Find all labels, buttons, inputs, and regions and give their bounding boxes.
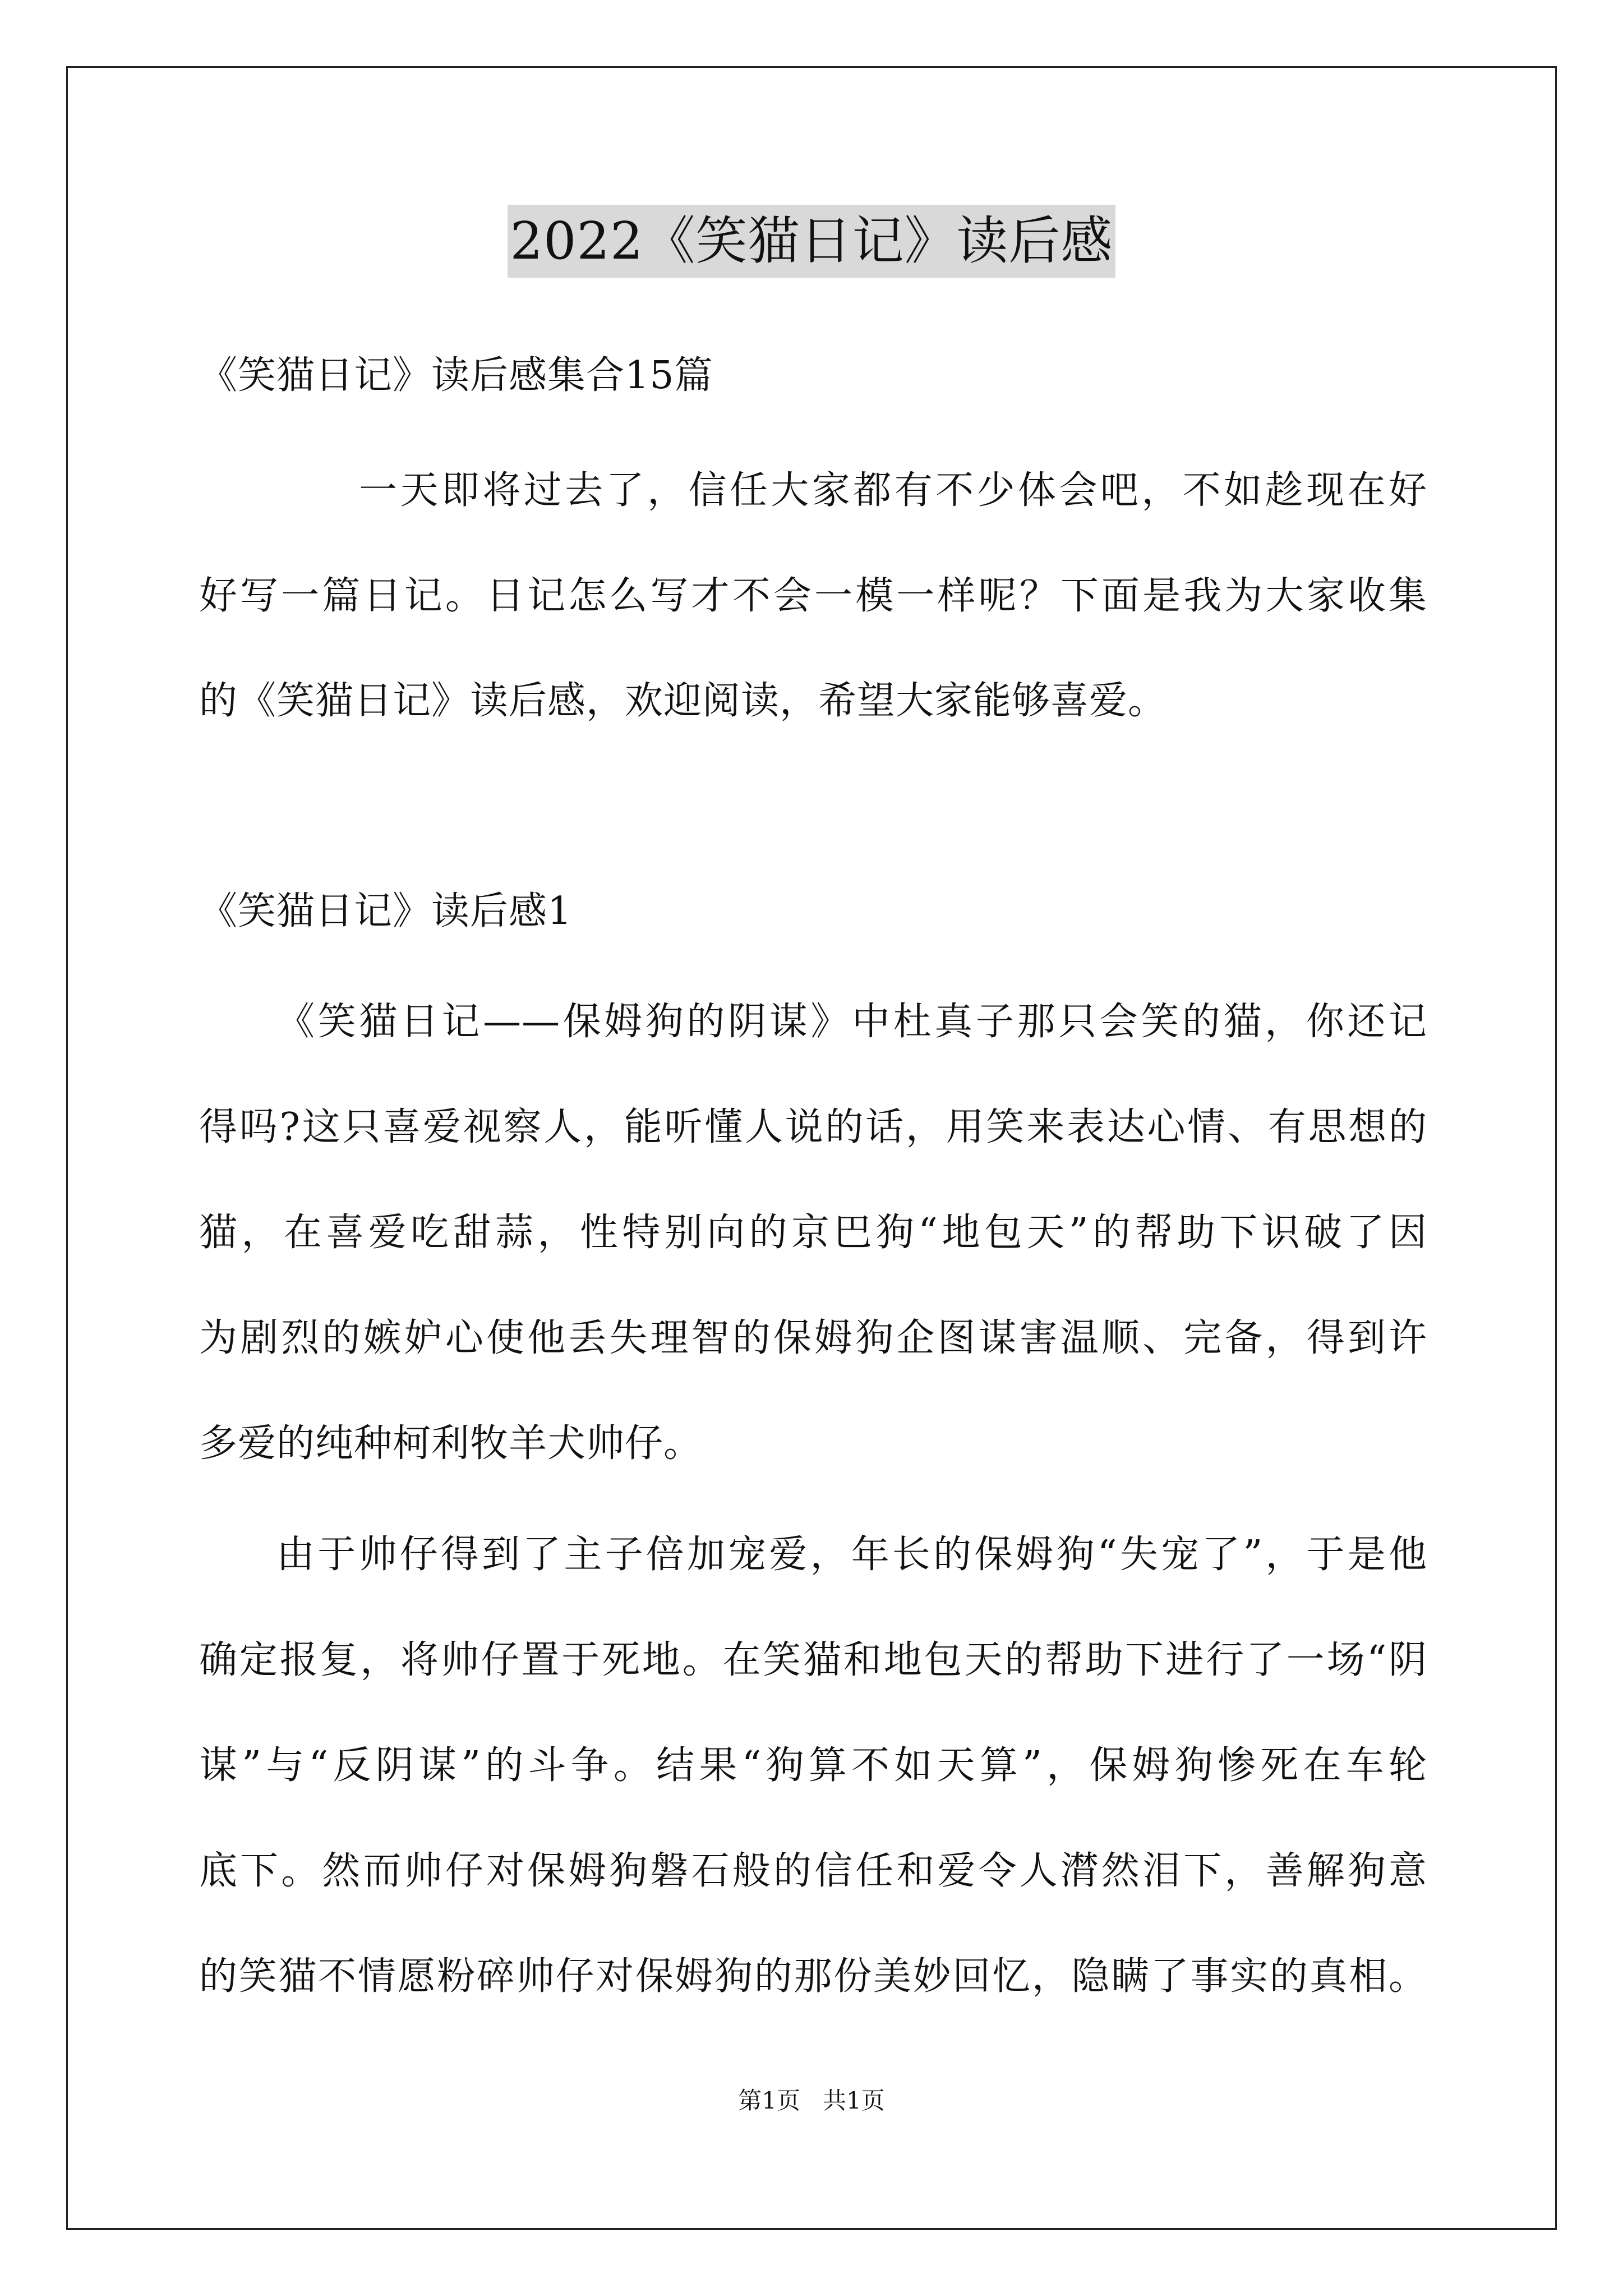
document-subtitle: 《笑猫日记》读后感集合15篇 (199, 353, 713, 398)
intro-line-3: 的《笑猫日记》读后感，欢迎阅读，希望大家能够喜爱。 (199, 679, 1167, 723)
paragraph2-line-3: 谋”与“反阴谋”的斗争。结果“狗算不如天算”，保姆狗惨死在车轮 (199, 1743, 1427, 1788)
intro-line-1: 一天即将过去了，信任大家都有不少体会吧，不如趁现在好 (359, 468, 1427, 513)
page-footer (0, 2084, 1623, 2118)
paragraph1-line-4: 为剧烈的嫉妒心使他丢失理智的保姆狗企图谋害温顺、完备，得到许 (199, 1316, 1427, 1360)
paragraph2-line-2: 确定报复，将帅仔置于死地。在笑猫和地包天的帮助下进行了一场“阴 (199, 1638, 1427, 1682)
paragraph2-line-5: 的笑猫不情愿粉碎帅仔对保姆狗的那份美妙回忆，隐瞒了事实的真相。 (199, 1954, 1427, 1999)
paragraph2-line-4: 底下。然而帅仔对保姆狗磐石般的信任和爱令人潸然泪下，善解狗意 (199, 1849, 1427, 1893)
paragraph1-line-3: 猫，在喜爱吃甜蒜，性特别向的京巴狗“地包天”的帮助下识破了因 (199, 1211, 1427, 1255)
document-title: 2022《笑猫日记》读后感 (508, 205, 1115, 278)
section-heading: 《笑猫日记》读后感1 (199, 889, 573, 933)
paragraph1-line-2: 得吗?这只喜爱视察人，能听懂人说的话，用笑来表达心情、有思想的 (199, 1105, 1427, 1149)
paragraph2-line-1: 由于帅仔得到了主子倍加宠爱，年长的保姆狗“失宠了”，于是他 (276, 1533, 1427, 1577)
paragraph1-line-1: 《笑猫日记——保姆狗的阴谋》中杜真子那只会笑的猫，你还记 (276, 1000, 1427, 1044)
intro-line-2: 好写一篇日记。日记怎么写才不会一模一样呢？下面是我为大家收集 (199, 574, 1427, 618)
paragraph1-line-5: 多爱的纯种柯利牧羊犬帅仔。 (199, 1421, 703, 1466)
title-wrap (0, 205, 1623, 278)
page-number: 第1页 (738, 2087, 800, 2114)
page-total: 共1页 (823, 2087, 885, 2114)
